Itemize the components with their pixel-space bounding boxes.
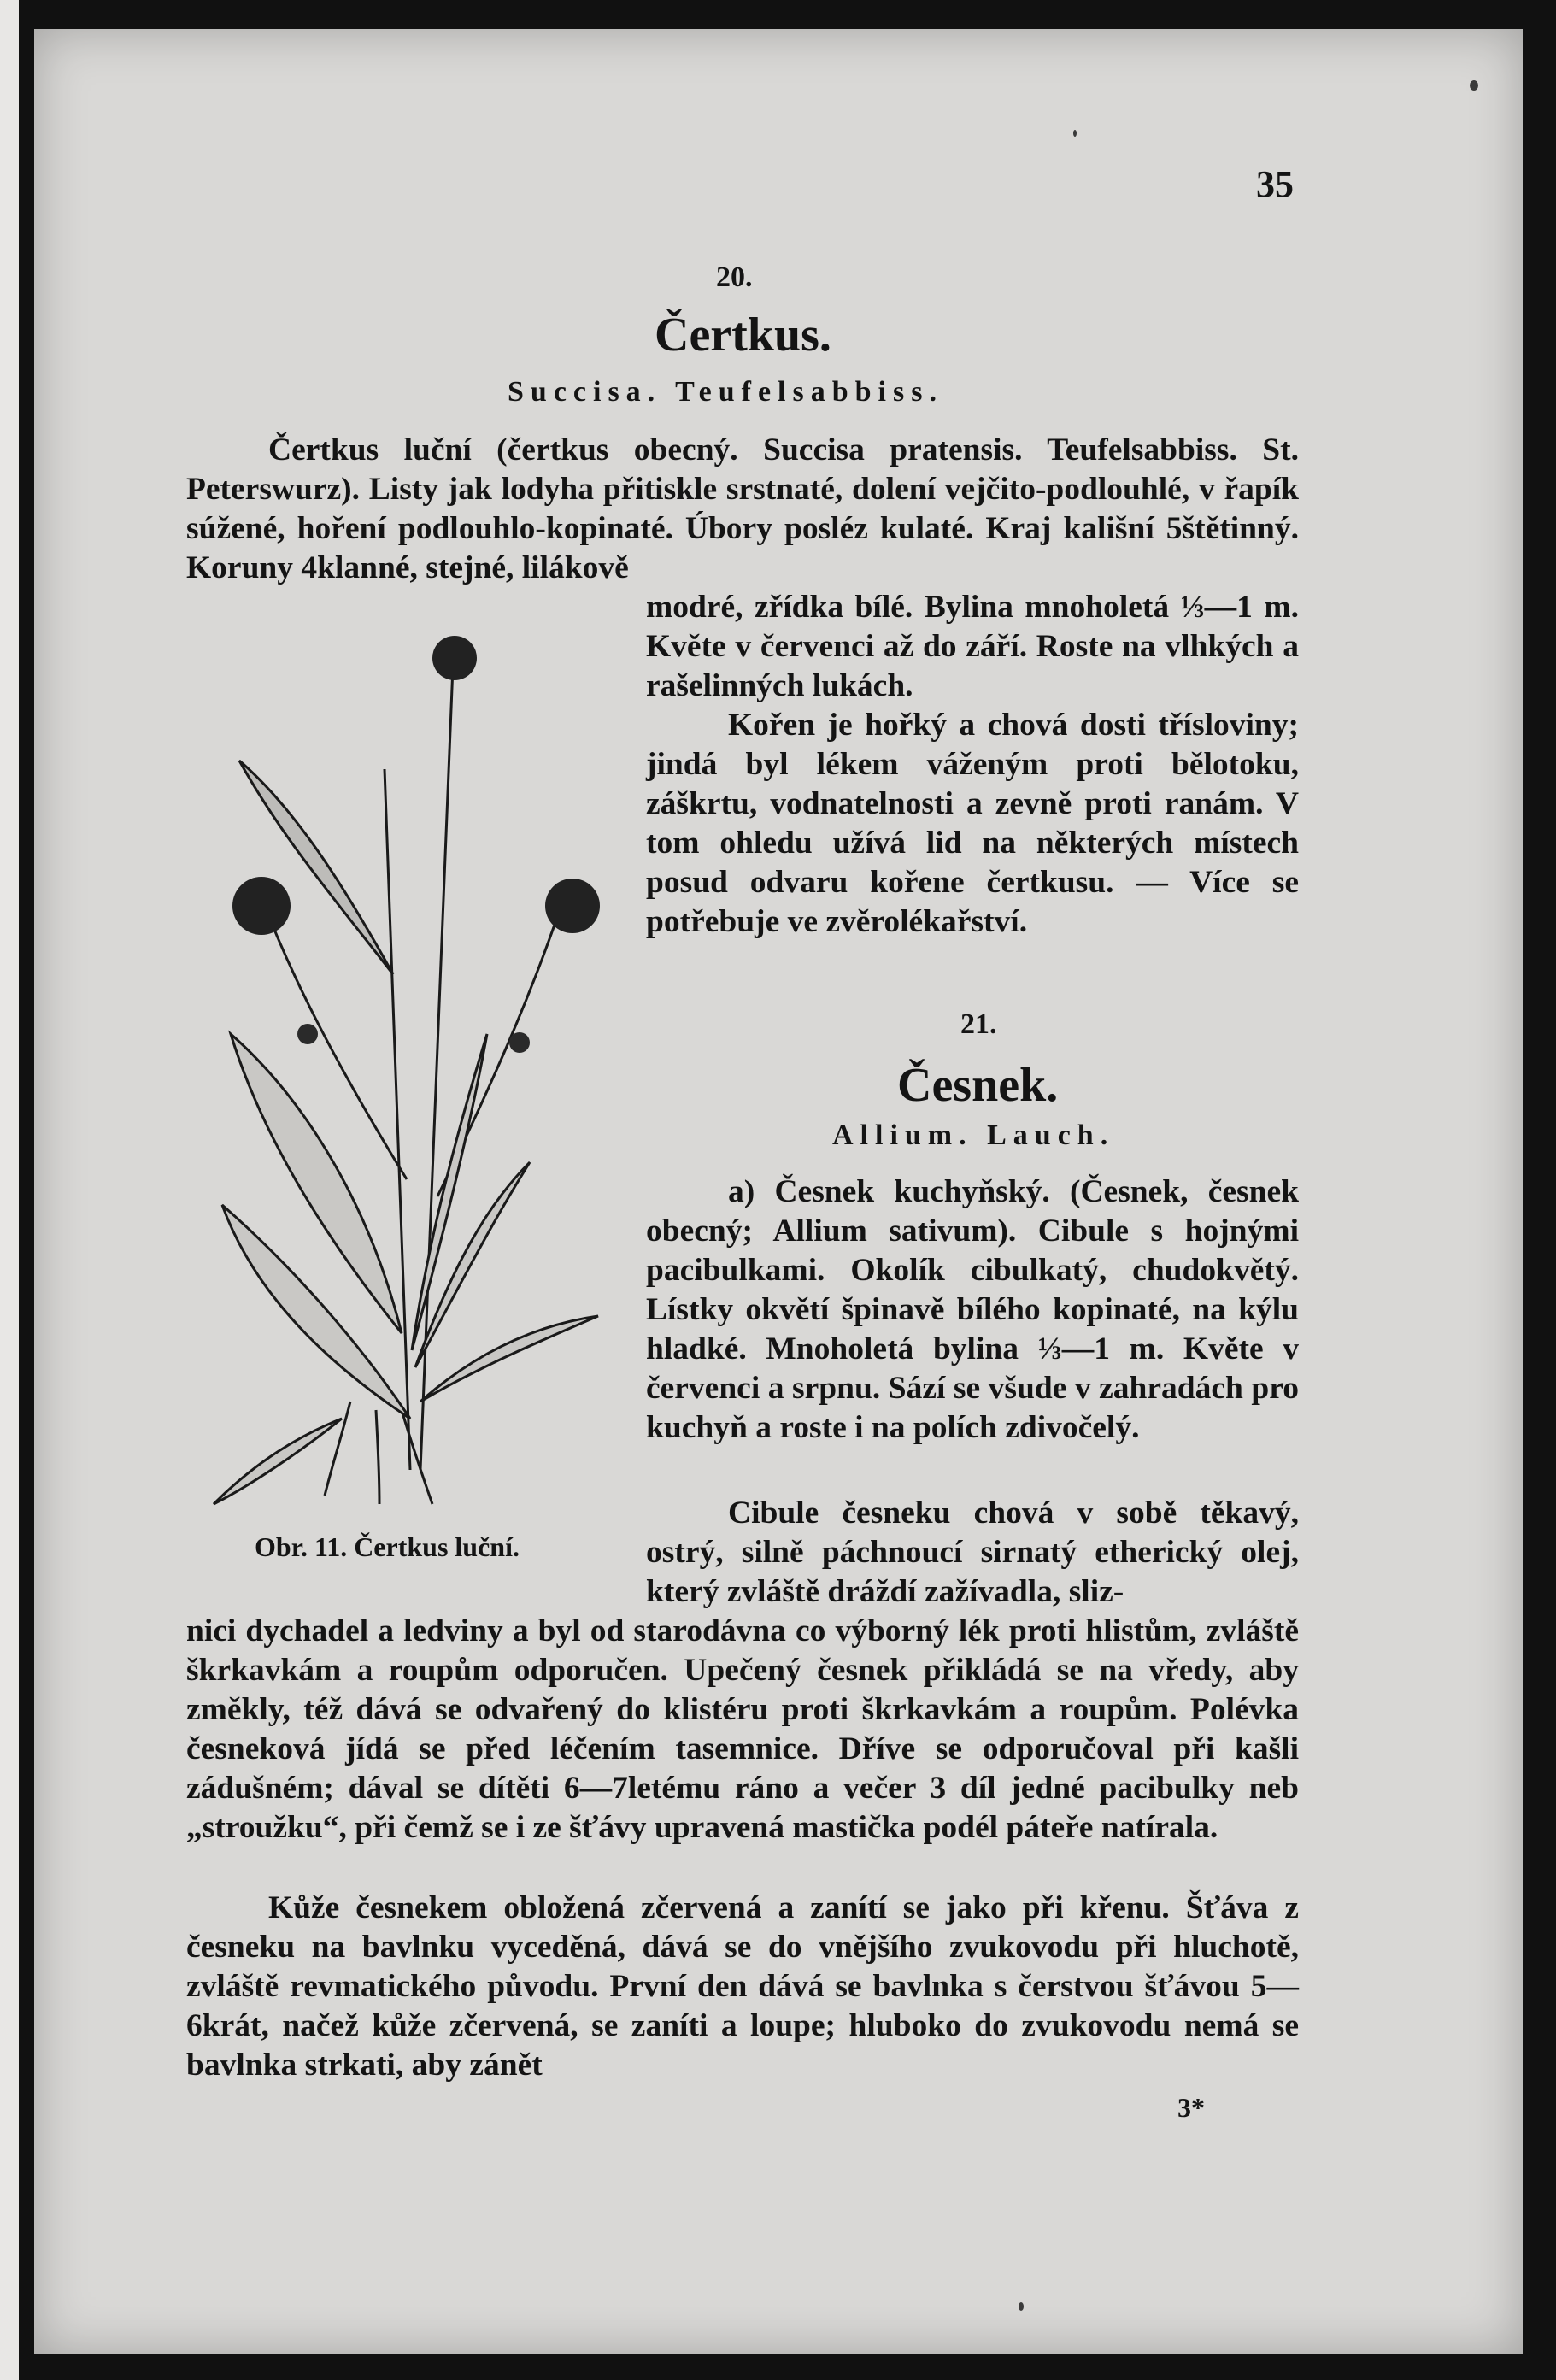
section-number: 21. [960, 1008, 997, 1040]
latin-german-name: Succisa. Teufelsabbiss. [508, 376, 943, 408]
paragraph: modré, zřídka bílé. Bylina mnoholetá ⅓—1 m. Květe v červenci až do září. Roste na vlhkých a rašelinných lukách. [646, 590, 1299, 703]
plant-leaf [420, 1316, 598, 1402]
plant-leaf [222, 1205, 410, 1419]
figure-caption: Obr. 11. Čertkus luční. [255, 1531, 520, 1562]
dust-speck [1470, 80, 1478, 91]
plant-roots [325, 1402, 432, 1504]
dust-speck [1073, 130, 1077, 137]
signature-mark: 3* [1177, 2092, 1205, 2123]
paragraph: Cibule česneku chová v sobě těkavý, ostrý, silně páchnoucí sirnatý etherický olej, který zvláště dráždí zažívadla, sliz- [646, 1496, 1299, 1609]
latin-german-name: Allium. Lauch. [832, 1119, 1115, 1151]
plant-leaf [214, 1419, 342, 1504]
plant-leaf [231, 1034, 402, 1333]
flower-head [545, 879, 600, 933]
plant-stem [385, 769, 410, 1470]
flower-head [232, 877, 291, 935]
scan-edge [0, 0, 19, 2380]
paragraph: Kořen je hořký a chová dosti třísloviny; jindá byl lékem váženým proti bělotoku, záškrtu, vodnatelnosti a zevně proti ranám. V tom ohledu užívá lid na některých místech posud odvaru kořene čertkusu. — Více se potřebuje ve zvěrolékařství. [646, 708, 1299, 939]
page-number: 35 [1256, 163, 1294, 205]
paragraph: nici dychadel a ledviny a byl od starodávna co výborný lék proti hlistům, zvláště škrkavkám a roupům odporučen. Upečený česnek přikládá se na vředy, aby změkly, též dává se odvařený do klistéru proti škrkavkám a roupům. Polévka česneková jídá se před léčením tasemnice. Dříve se odporučoval při kašli zádušném; dával se dítěti 6—7letému ráno a večer 3 díl jedné pacibulky neb „stroužku“, při čemž se i ze šťávy upravená mastička podél páteře natírala. [186, 1613, 1299, 1845]
section-title: Česnek. [897, 1059, 1059, 1112]
plant-leaf [239, 761, 393, 974]
paragraph: a) Česnek kuchyňský. (Česnek, česnek obecný; Allium sativum). Cibule s hojnými pacibulkami. Okolík cibulkatý, chudokvětý. Lístky okvětí špinavě bílého kopinaté, na kýlu hladké. Mnoholetá bylina ⅓—1 m. Květe v červenci a srpnu. Sází se všude v zahradách pro kuchyň a roste i na polích zdivočelý. [646, 1174, 1299, 1445]
plant-illustration [197, 615, 624, 1521]
flower-bud [509, 1032, 530, 1053]
paragraph: Čertkus luční (čertkus obecný. Succisa pratensis. Teufelsabbiss. St. Peterswurz). Listy jak lodyha přitiskle srstnaté, dolení vejčito-podlouhlé, v řapík súžené, hoření podlouhlo-kopinaté. Úbory posléz kulaté. Kraj kališní 5štětinný. Koruny 4klanné, stejné, lilákově [186, 432, 1299, 585]
section-title: Čertkus. [655, 309, 831, 361]
flower-head [432, 636, 477, 680]
section-number: 20. [716, 262, 753, 293]
dust-speck [1019, 2302, 1024, 2311]
flower-bud [297, 1024, 318, 1044]
paragraph: Kůže česnekem obložená zčervená a zanítí se jako při křenu. Šťáva z česneku na bavlnku vyceděná, dává se do vnějšího zvukovodu při hluchotě, zvláště revmatického původu. První den dává se bavlnka s čerstvou šťávou 5—6krát, načež kůže zčervená, se zaníti a loupe; hluboko do zvukovodu nemá se bavlnka strkati, aby zánět [186, 1890, 1299, 2083]
